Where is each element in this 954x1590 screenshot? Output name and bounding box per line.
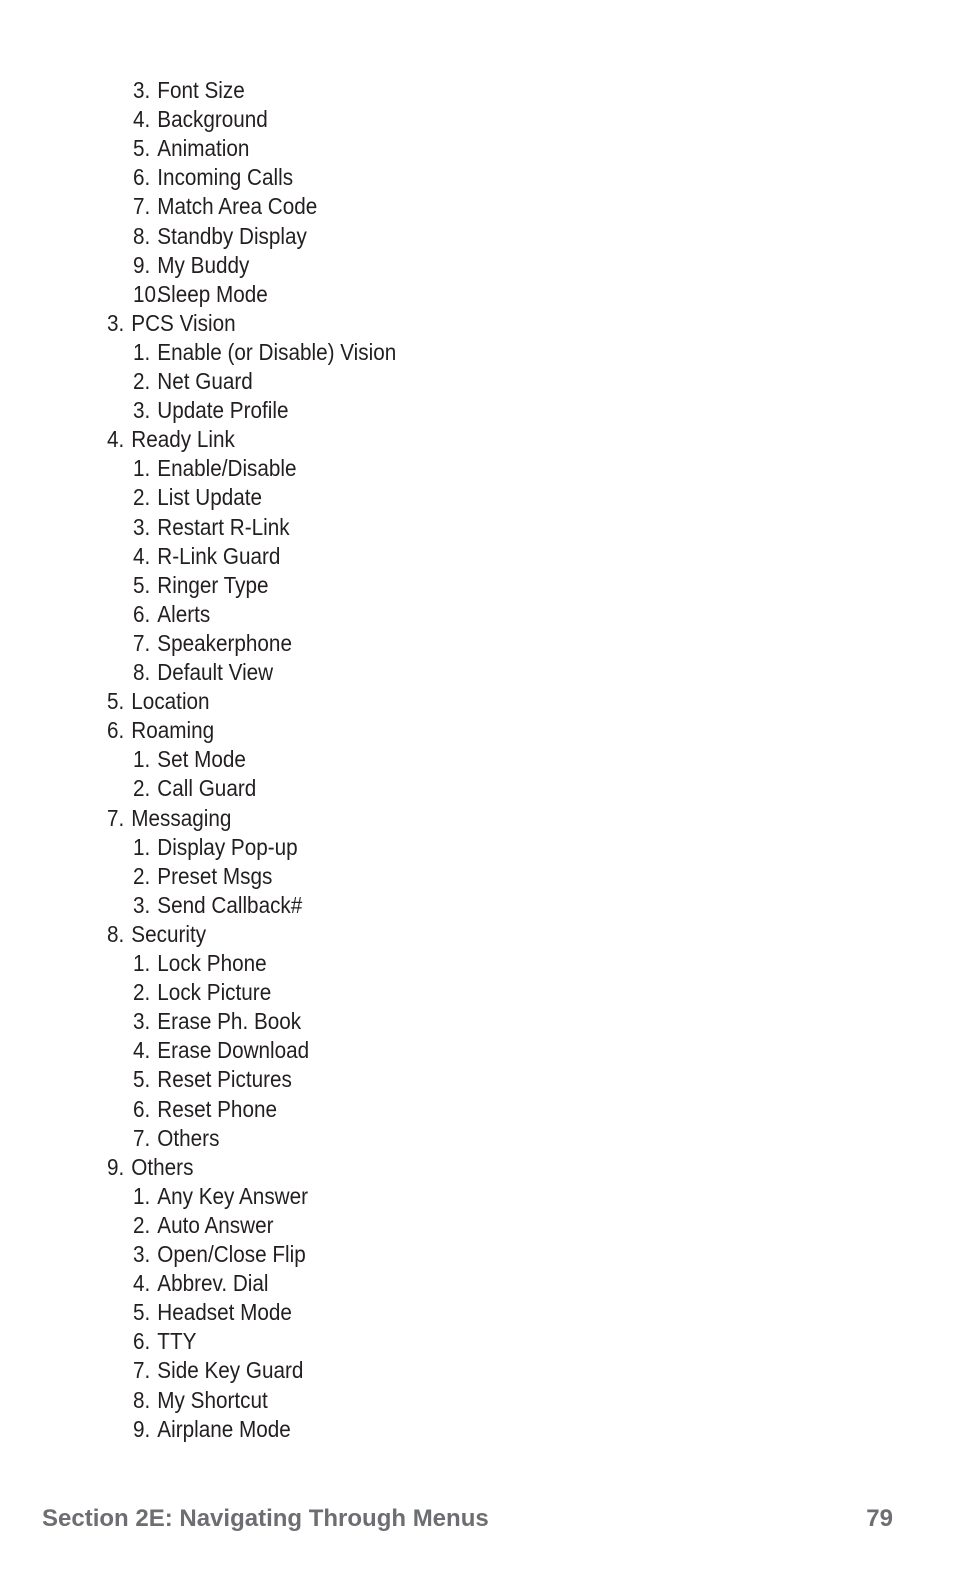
menu-item-number: 10. xyxy=(133,280,162,307)
menu-item-number: 7. xyxy=(133,193,151,220)
submenu-item xyxy=(133,1240,306,1269)
submenu-item xyxy=(133,600,210,629)
menu-item xyxy=(107,1153,193,1182)
menu-item-number: 9. xyxy=(133,1415,151,1442)
menu-item-label: List Update xyxy=(157,484,263,511)
menu-item-number: 7. xyxy=(133,629,151,656)
menu-item-number: 3. xyxy=(133,1008,151,1035)
menu-item-label: TTY xyxy=(157,1328,197,1355)
menu-item-number: 8. xyxy=(133,222,151,249)
menu-item-number: 6. xyxy=(133,164,151,191)
menu-item-label: Messaging xyxy=(131,804,232,831)
menu-item-number: 4. xyxy=(133,542,151,569)
menu-item-label: Security xyxy=(131,920,207,947)
menu-item xyxy=(107,716,214,745)
menu-item-label: My Buddy xyxy=(157,251,250,278)
menu-item-label: Others xyxy=(131,1153,194,1180)
menu-item-number: 8. xyxy=(133,1386,151,1413)
menu-item xyxy=(107,309,236,338)
menu-item-label: Others xyxy=(157,1124,220,1151)
menu-item-number: 5. xyxy=(133,571,151,598)
submenu-item xyxy=(133,1124,219,1153)
menu-item-number: 5. xyxy=(133,1066,151,1093)
menu-item-number: 2. xyxy=(133,1211,151,1238)
menu-item-label: Match Area Code xyxy=(157,193,318,220)
menu-item-label: Lock Picture xyxy=(157,979,272,1006)
menu-item-number: 5. xyxy=(133,135,151,162)
menu-item-number: 6. xyxy=(133,1095,151,1122)
submenu-item xyxy=(133,1182,308,1211)
menu-item-label: Speakerphone xyxy=(157,629,292,656)
menu-item-number: 3. xyxy=(133,1241,151,1267)
submenu-item xyxy=(133,280,268,309)
submenu-item xyxy=(133,1386,268,1415)
menu-item-number: 2. xyxy=(133,862,151,889)
menu-item-number: 4. xyxy=(133,1037,151,1064)
footer-section-title: Section 2E: Navigating Through Menus xyxy=(42,1505,489,1532)
menu-item-label: Send Callback# xyxy=(157,891,303,918)
menu-item-label: Preset Msgs xyxy=(157,862,273,889)
submenu-item xyxy=(133,338,396,367)
menu-item-number: 6. xyxy=(133,1328,151,1355)
submenu-item xyxy=(133,1415,291,1444)
submenu-item xyxy=(133,833,298,862)
submenu-item xyxy=(133,1327,196,1356)
menu-item-label: Incoming Calls xyxy=(157,164,294,191)
menu-item-number: 3. xyxy=(107,309,125,336)
menu-item-number: 3. xyxy=(133,513,151,540)
menu-item-number: 4. xyxy=(133,1270,151,1297)
submenu-item xyxy=(133,76,245,105)
submenu-item xyxy=(133,542,280,571)
submenu-item xyxy=(133,891,302,920)
menu-item-label: Display Pop-up xyxy=(157,833,298,860)
menu-item-number: 9. xyxy=(133,251,151,278)
menu-item-number: 2. xyxy=(133,484,151,511)
footer-page-number: 79 xyxy=(866,1505,893,1532)
menu-item-number: 4. xyxy=(133,106,151,133)
submenu-item xyxy=(133,163,293,192)
menu-item-label: Update Profile xyxy=(157,397,289,424)
menu-item-number: 5. xyxy=(133,1299,151,1326)
menu-item-number: 5. xyxy=(107,688,125,715)
submenu-item xyxy=(133,745,246,774)
submenu-item xyxy=(133,862,272,891)
menu-item-number: 2. xyxy=(133,368,151,394)
submenu-item xyxy=(133,1298,292,1327)
menu-item-label: Ready Link xyxy=(131,426,235,453)
submenu-item xyxy=(133,774,256,803)
menu-item-label: Font Size xyxy=(157,77,245,103)
menu-item-label: Headset Mode xyxy=(157,1299,292,1326)
menu-item-label: Animation xyxy=(157,135,250,162)
menu-item-label: Background xyxy=(157,106,268,133)
menu-item xyxy=(107,804,231,833)
submenu-item xyxy=(133,978,271,1007)
submenu-item xyxy=(133,396,288,425)
menu-item-label: Erase Download xyxy=(157,1037,310,1064)
menu-item-number: 9. xyxy=(107,1153,125,1180)
menu-item-number: 3. xyxy=(133,77,151,103)
menu-item-label: Reset Pictures xyxy=(157,1066,292,1093)
menu-item xyxy=(107,425,235,454)
page-footer xyxy=(42,1503,893,1535)
submenu-item xyxy=(133,483,262,512)
submenu-item xyxy=(133,192,317,221)
menu-item-label: Lock Phone xyxy=(157,950,267,976)
menu-item-number: 1. xyxy=(133,833,151,860)
menu-item-number: 1. xyxy=(133,455,151,482)
submenu-item xyxy=(133,629,292,658)
menu-item-label: Default View xyxy=(157,659,274,685)
menu-item-number: 7. xyxy=(107,804,125,831)
submenu-item xyxy=(133,513,290,542)
submenu-item xyxy=(133,134,249,163)
menu-item-number: 1. xyxy=(133,1182,151,1209)
menu-item-label: Ringer Type xyxy=(157,571,269,598)
menu-item-number: 3. xyxy=(133,397,151,424)
menu-item-label: Call Guard xyxy=(157,775,257,802)
menu-item-label: Side Key Guard xyxy=(157,1357,304,1384)
menu-item-label: Alerts xyxy=(157,600,211,627)
menu-item-label: Restart R-Link xyxy=(157,513,290,540)
menu-item-number: 7. xyxy=(133,1124,151,1151)
menu-item-label: Erase Ph. Book xyxy=(157,1008,302,1035)
menu-item-label: Location xyxy=(131,688,210,715)
submenu-item xyxy=(133,1211,274,1240)
submenu-item xyxy=(133,1269,269,1298)
menu-item-label: Net Guard xyxy=(157,368,253,394)
menu-item-label: Abbrev. Dial xyxy=(157,1270,269,1297)
menu-item-number: 7. xyxy=(133,1357,151,1384)
menu-item-label: Standby Display xyxy=(157,222,307,249)
submenu-item xyxy=(133,251,249,280)
submenu-item xyxy=(133,571,269,600)
menu-item-number: 2. xyxy=(133,979,151,1006)
menu-item-number: 2. xyxy=(133,775,151,802)
submenu-item xyxy=(133,1095,277,1124)
menu-item-number: 6. xyxy=(133,600,151,627)
menu-item-number: 3. xyxy=(133,891,151,918)
menu-item-label: Any Key Answer xyxy=(157,1182,309,1209)
menu-item-number: 1. xyxy=(133,338,151,365)
submenu-item xyxy=(133,658,273,687)
submenu-item xyxy=(133,105,268,134)
menu-item-label: R-Link Guard xyxy=(157,542,281,569)
submenu-item xyxy=(133,1065,292,1094)
submenu-item xyxy=(133,1007,301,1036)
menu-item-label: PCS Vision xyxy=(131,309,236,336)
menu-item-label: Enable (or Disable) Vision xyxy=(157,338,397,365)
submenu-item xyxy=(133,222,307,251)
menu-item-label: Open/Close Flip xyxy=(157,1241,306,1267)
menu-item-number: 8. xyxy=(133,659,151,685)
menu-item-label: Roaming xyxy=(131,717,215,744)
menu-item xyxy=(107,920,206,949)
menu-item-number: 1. xyxy=(133,746,151,773)
menu-item xyxy=(107,687,210,716)
menu-item-label: Set Mode xyxy=(157,746,246,773)
menu-item-number: 6. xyxy=(107,717,125,744)
menu-item-number: 1. xyxy=(133,950,151,976)
menu-item-label: Reset Phone xyxy=(157,1095,277,1122)
menu-item-number: 4. xyxy=(107,426,125,453)
menu-item-number: 8. xyxy=(107,920,125,947)
submenu-item xyxy=(133,1356,303,1385)
menu-item-label: Airplane Mode xyxy=(157,1415,291,1442)
submenu-item xyxy=(133,1036,309,1065)
menu-item-label: Auto Answer xyxy=(157,1211,274,1238)
menu-item-label: Sleep Mode xyxy=(157,280,268,307)
menu-item-label: My Shortcut xyxy=(157,1386,268,1413)
submenu-item xyxy=(133,949,267,978)
menu-item-label: Enable/Disable xyxy=(157,455,297,482)
submenu-item xyxy=(133,454,297,483)
submenu-item xyxy=(133,367,253,396)
